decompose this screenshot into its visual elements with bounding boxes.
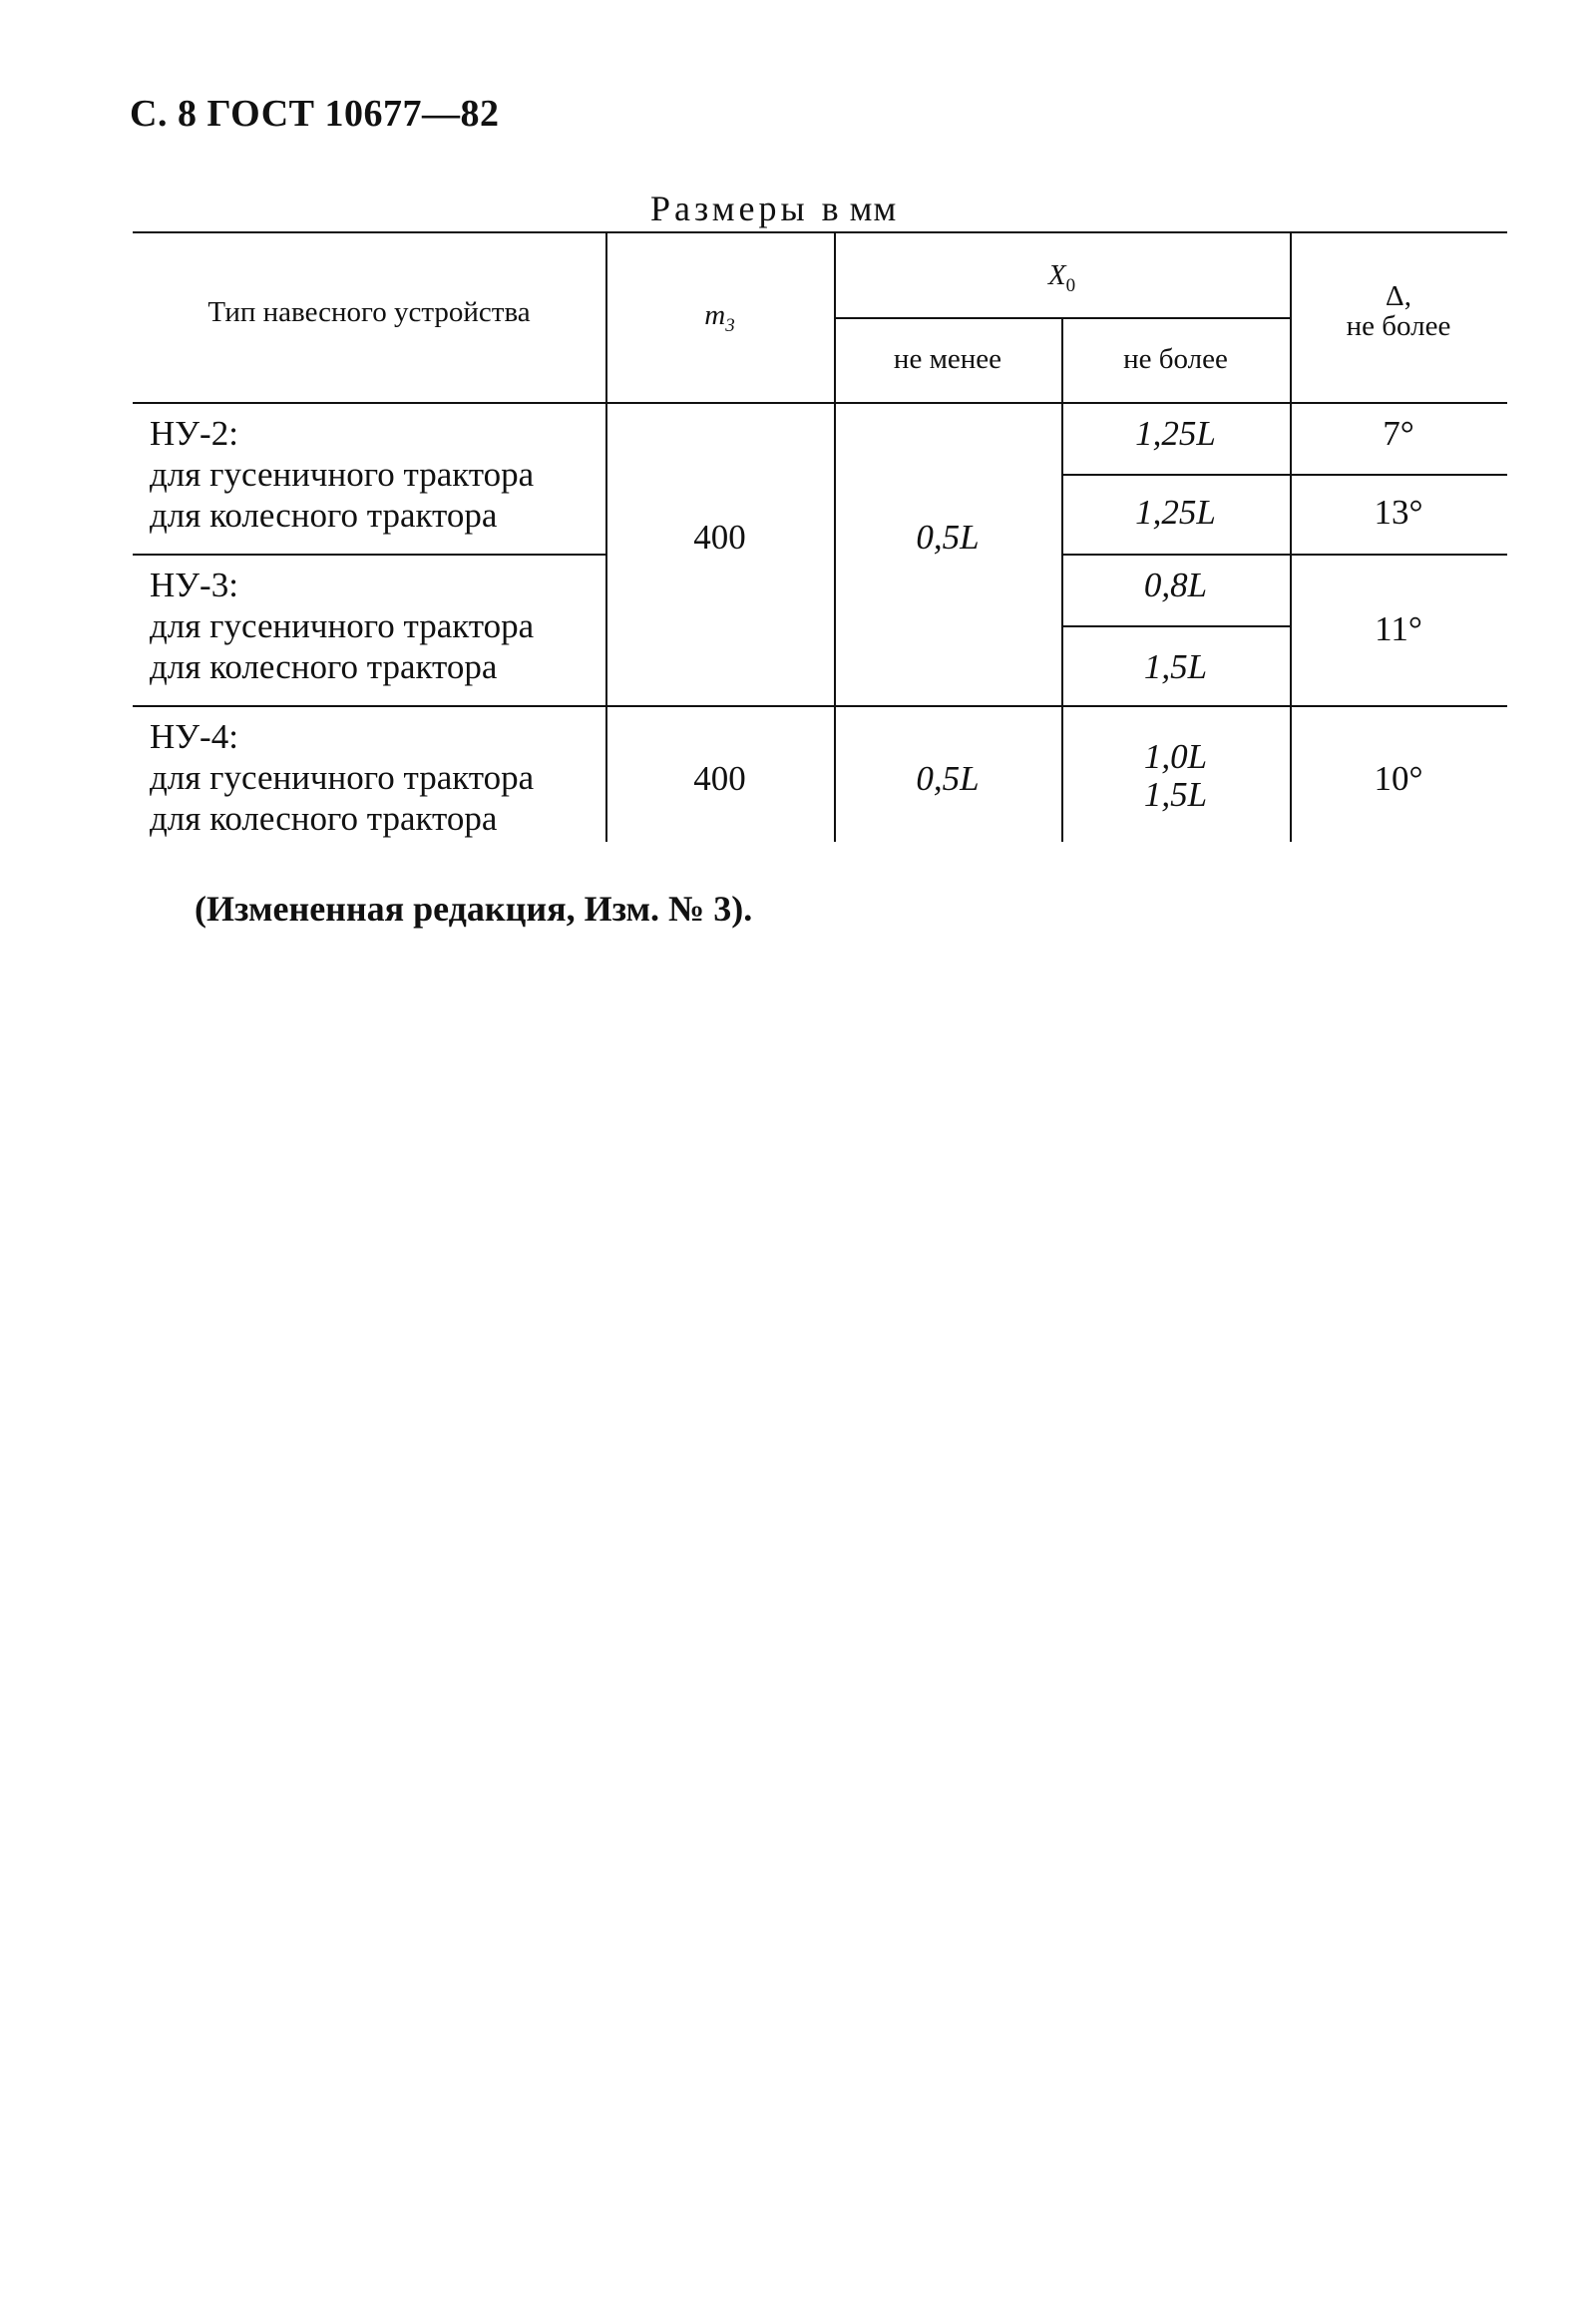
x0-sub: 0 xyxy=(1065,274,1076,296)
page-header: С. 8 ГОСТ 10677—82 xyxy=(130,93,500,135)
delta-sub: не более xyxy=(1346,310,1451,342)
header-min: не менее xyxy=(893,343,1002,375)
m3-value: 400 xyxy=(693,759,746,798)
row-rule-2 xyxy=(1061,625,1290,627)
units-word: Размеры xyxy=(650,189,809,228)
group-line-wheeled: для колесного трактора xyxy=(150,799,498,838)
m3-value: 400 xyxy=(693,518,746,557)
min-value: 0,5L xyxy=(916,518,980,557)
max-value: 0,8L xyxy=(1143,566,1208,604)
header-delta xyxy=(1290,281,1507,341)
units-suffix: в мм xyxy=(821,189,898,228)
group-line-tracked: для гусеничного трактора xyxy=(150,758,535,797)
group-rule-1-right xyxy=(1061,554,1507,556)
group-line-wheeled: для колесного трактора xyxy=(150,647,498,686)
delta-symbol: Δ, xyxy=(1386,280,1411,312)
group-name: НУ-3: xyxy=(150,566,238,604)
max-value: 1,5L xyxy=(1143,775,1208,814)
delta-value: 10° xyxy=(1374,759,1423,798)
max-value: 1,25L xyxy=(1135,493,1216,532)
revision-note: (Измененная редакция, Изм. № 3). xyxy=(195,889,753,929)
group-label-3 xyxy=(150,716,534,839)
header-bottom-rule xyxy=(133,402,1507,404)
min-value: 0,5L xyxy=(916,759,980,798)
x0-base: X xyxy=(1047,259,1066,291)
table-top-rule xyxy=(133,231,1507,233)
max-value: 1,5L xyxy=(1143,647,1208,686)
m3-base: m xyxy=(704,299,726,331)
units-caption xyxy=(650,188,897,229)
header-type: Тип навесного устройства xyxy=(207,296,531,328)
max-value-stack xyxy=(1061,738,1290,814)
group-line-tracked: для гусеничного трактора xyxy=(150,455,535,494)
delta-value: 13° xyxy=(1374,493,1423,532)
header-max: не более xyxy=(1123,343,1228,375)
group-name: НУ-2: xyxy=(150,414,238,453)
row-rule-1 xyxy=(1061,474,1507,476)
m3-sub: 3 xyxy=(725,314,735,336)
header-m3 xyxy=(605,299,834,337)
max-value: 1,0L xyxy=(1143,737,1208,776)
group-label-1 xyxy=(150,413,534,536)
group-line-wheeled: для колесного трактора xyxy=(150,496,498,535)
group-line-tracked: для гусеничного трактора xyxy=(150,606,535,645)
group-label-2 xyxy=(150,565,534,687)
group-name: НУ-4: xyxy=(150,717,238,756)
delta-value: 7° xyxy=(1383,414,1414,453)
group-rule-2 xyxy=(133,705,1507,707)
max-value: 1,25L xyxy=(1135,414,1216,453)
group-rule-1 xyxy=(133,554,606,556)
header-x0 xyxy=(834,259,1290,297)
delta-value: 11° xyxy=(1375,609,1422,648)
